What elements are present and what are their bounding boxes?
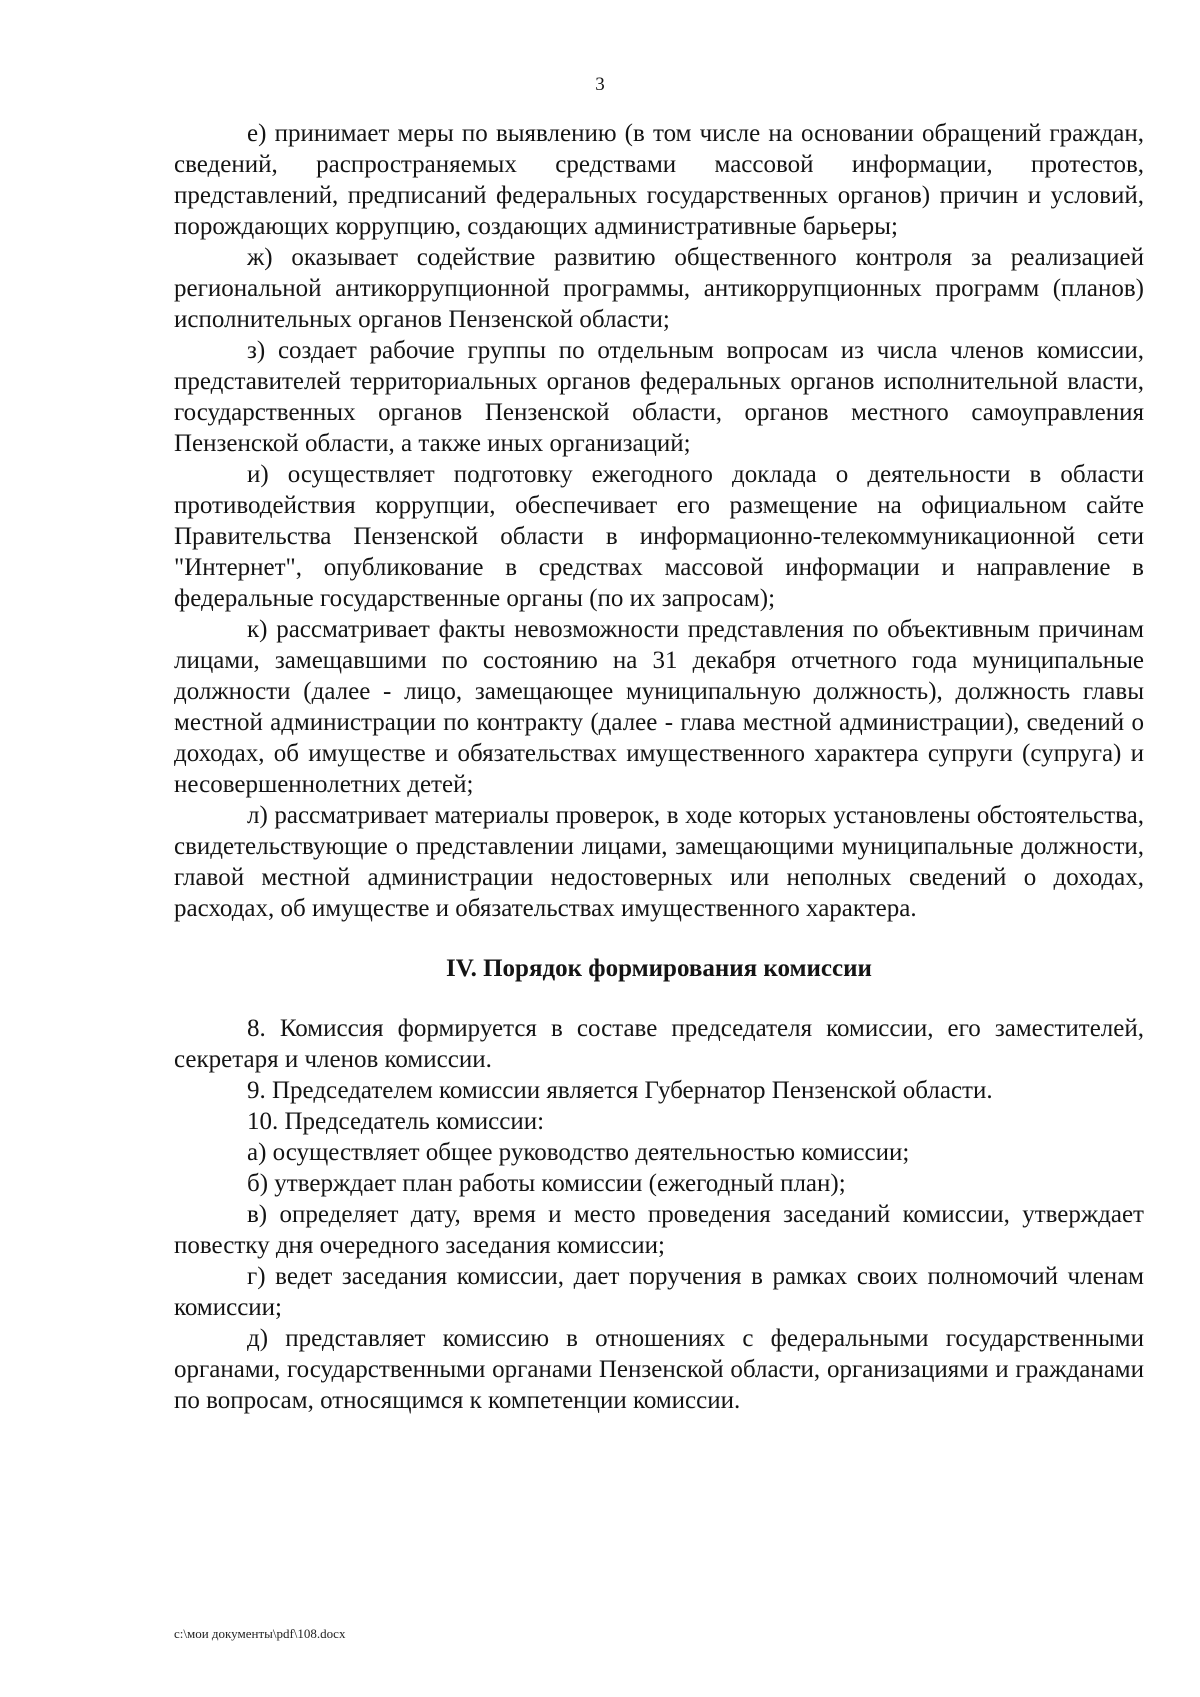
section-heading: IV. Порядок формирования комиссии: [446, 955, 872, 982]
paragraph-item-k: к) рассматривает факты невозможности представления по объективным причинам лицами, замещавшими по состоянию на 31 декабря отчетного года муниципальные должности (далее - лицо, замещающее муниципальную должность), должность главы местной администрации по контракту (далее - глава местной администрации), сведений о доходах, об имуществе и обязательствах имущественного характера супруги (супруга) и несовершеннолетних детей;: [174, 616, 1144, 798]
paragraph-clause-9: 9. Председателем комиссии является Губернатор Пензенской области.: [247, 1077, 993, 1104]
paragraph-clause-10-v: в) определяет дату, время и место проведения заседаний комиссии, утверждает повестку дня очередного заседания комиссии;: [174, 1201, 1144, 1259]
document-body: [174, 118, 1144, 1416]
paragraph-clause-10-a: а) осуществляет общее руководство деятельностью комиссии;: [247, 1139, 910, 1166]
paragraph-item-zh: ж) оказывает содействие развитию общественного контроля за реализацией региональной антикоррупционной программы, антикоррупционных программ (планов) исполнительных органов Пензенской области;: [174, 244, 1144, 333]
paragraph-clause-10: 10. Председатель комиссии:: [247, 1108, 545, 1135]
paragraph-item-l: л) рассматривает материалы проверок, в ходе которых установлены обстоятельства, свидетельствующие о представлении лицами, замещающими муниципальные должности, главой местной администрации недостоверных или неполных сведений о доходах, расходах, об имуществе и обязательствах имущественного характера.: [174, 802, 1144, 922]
paragraph-clause-8: 8. Комиссия формируется в составе председателя комиссии, его заместителей, секретаря и членов комиссии.: [174, 1015, 1144, 1073]
paragraph-item-i: и) осуществляет подготовку ежегодного доклада о деятельности в области противодействия коррупции, обеспечивает его размещение на официальном сайте Правительства Пензенской области в информационно-телекоммуникационной сети "Интернет", опубликование в средствах массовой информации и направление в федеральные государственные органы (по их запросам);: [174, 461, 1144, 612]
footer-file-path: c:\мои документы\pdf\108.docx: [174, 1626, 346, 1641]
paragraph-item-e: е) принимает меры по выявлению (в том числе на основании обращений граждан, сведений, распространяемых средствами массовой информации, протестов, представлений, предписаний федеральных государственных органов) причин и условий, порождающих коррупцию, создающих административные барьеры;: [174, 120, 1144, 240]
paragraph-clause-10-b: б) утверждает план работы комиссии (ежегодный план);: [247, 1170, 846, 1197]
paragraph-clause-10-g: г) ведет заседания комиссии, дает поручения в рамках своих полномочий членам комиссии;: [174, 1263, 1144, 1321]
paragraph-clause-10-d: д) представляет комиссию в отношениях с федеральными государственными органами, государственными органами Пензенской области, организациями и гражданами по вопросам, относящимся к компетенции комиссии.: [174, 1325, 1144, 1414]
paragraph-item-z: з) создает рабочие группы по отдельным вопросам из числа членов комиссии, представителей территориальных органов федеральных органов исполнительной власти, государственных органов Пензенской области, органов местного самоуправления Пензенской области, а также иных организаций;: [174, 337, 1144, 457]
page-number: 3: [595, 74, 605, 95]
